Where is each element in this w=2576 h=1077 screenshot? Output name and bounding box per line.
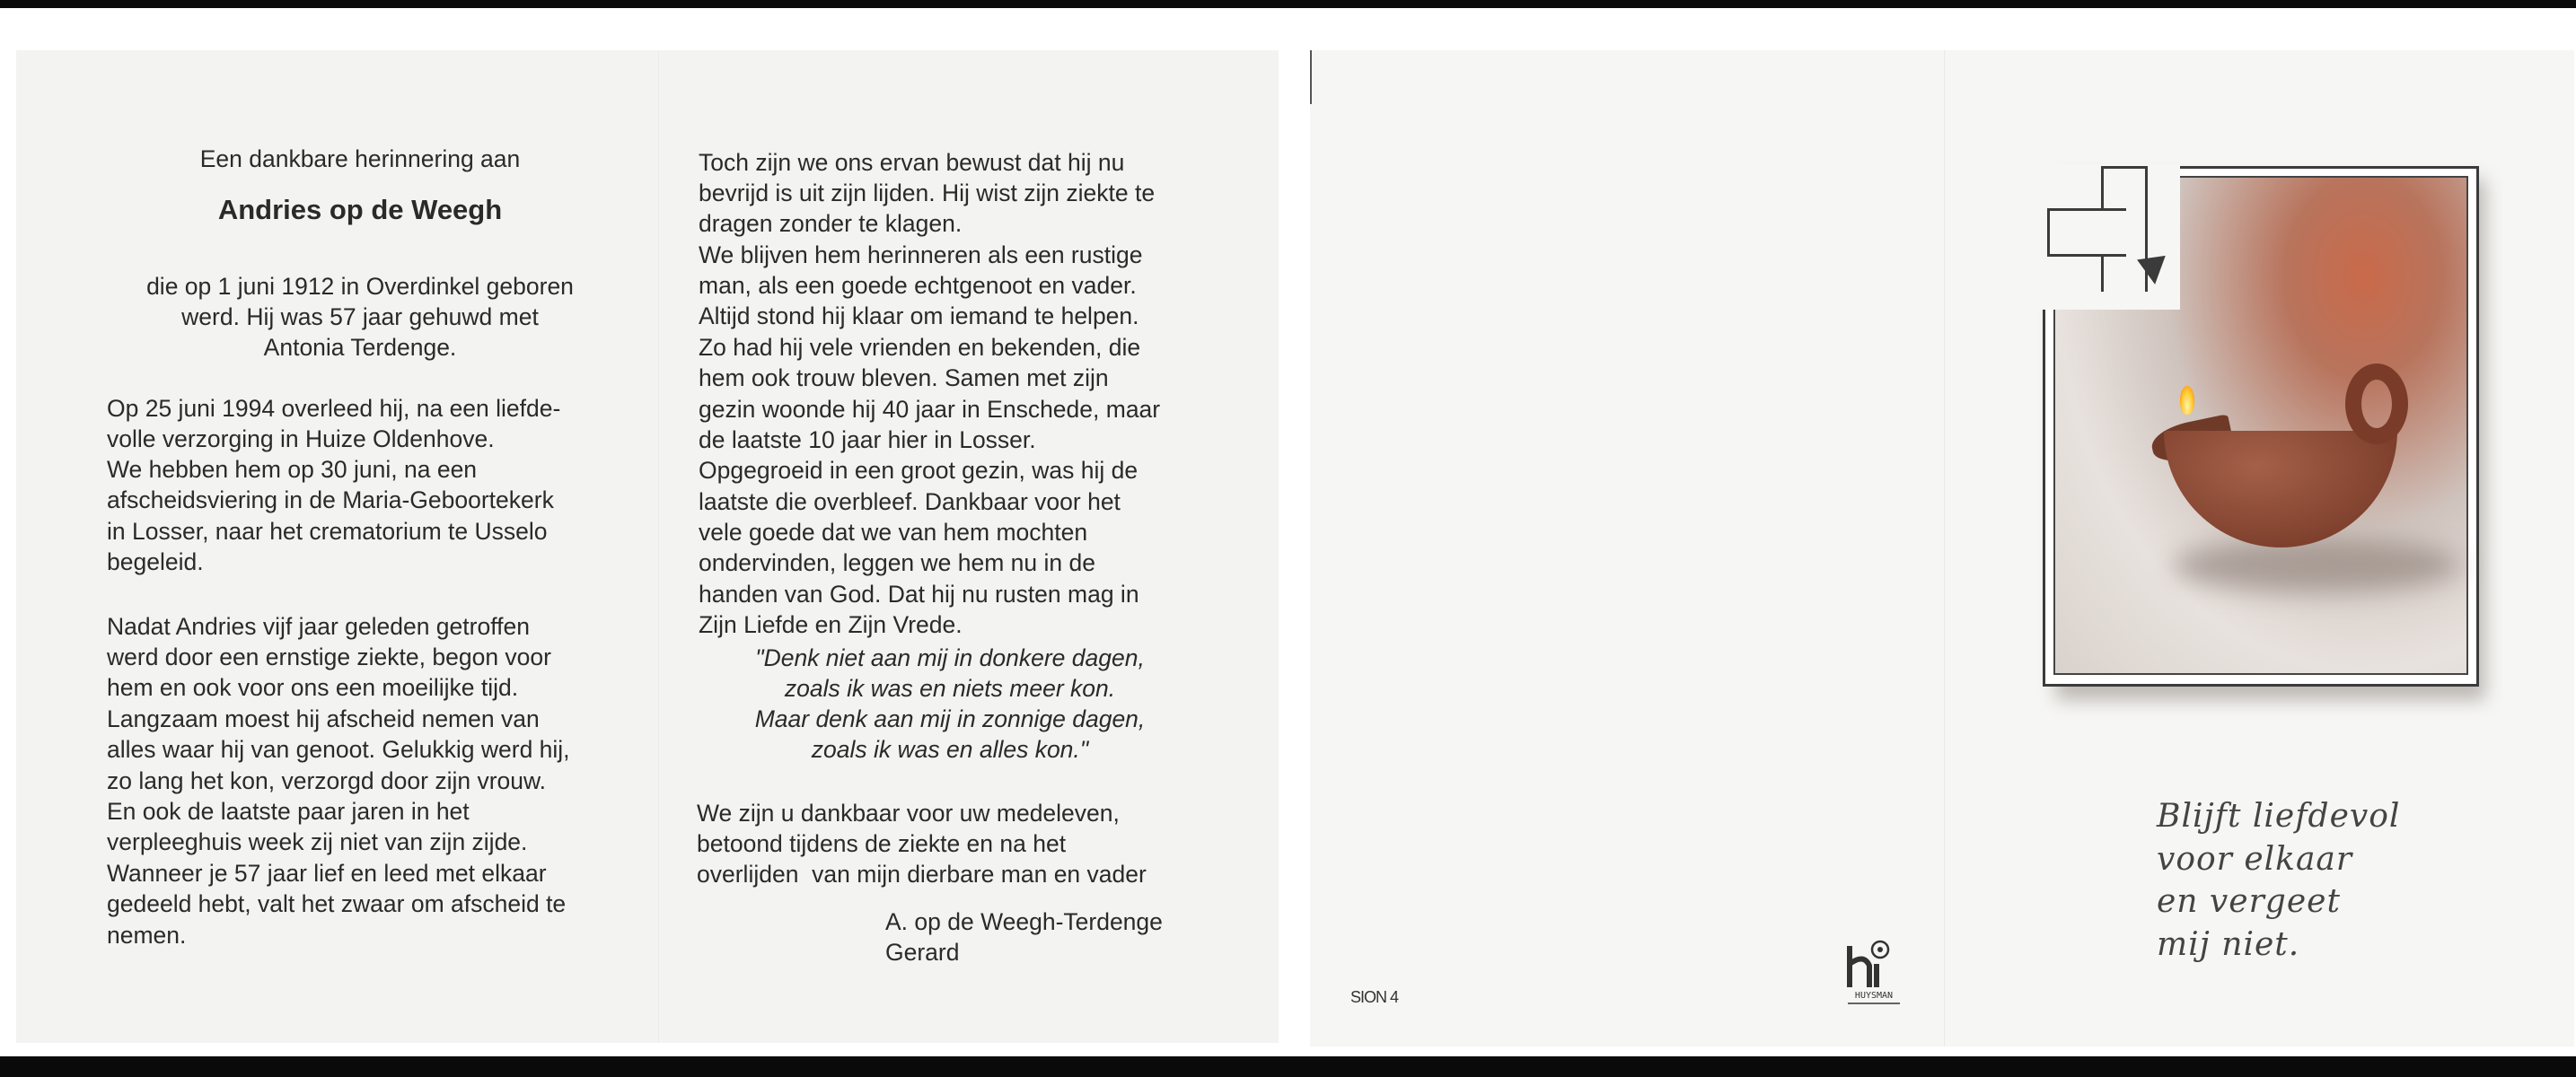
card-code: SION 4 (1350, 988, 1399, 1006)
signature-line-2: Gerard (885, 939, 960, 966)
flame-icon (2180, 386, 2194, 415)
para2-line-9: Wanneer je 57 jaar lief en leed met elkaar (107, 860, 547, 887)
mid-line-2: bevrijd is uit zijn lijden. Hij wist zijn ziekte te (699, 180, 1156, 206)
mid-line-1: Toch zijn we ons ervan bewust dat hij nu (699, 149, 1125, 176)
card-fold-line-right (1944, 50, 1946, 1046)
poem-line-3: en vergeet (2157, 883, 2341, 920)
logo-text: HUYSMAN (1854, 991, 1894, 1001)
mid-line-8: hem ook trouw bleven. Samen met zijn (699, 364, 1109, 391)
cross-horizontal-icon (2047, 208, 2126, 257)
thanks-line-3: overlijden van mijn dierbare man en vader (697, 861, 1147, 888)
poem-line-4: mij niet. (2157, 926, 2300, 963)
mid-line-14: ondervinden, leggen we hem nu in de (699, 549, 1095, 576)
para2-line-3: hem en ook voor ons een moeilijke tijd. (107, 674, 519, 701)
poem-line-1: Blijft liefdevol (2157, 798, 2401, 835)
mid-line-13: vele goede dat we van hem mochten (699, 519, 1088, 546)
signature-line-1: A. op de Weegh-Terdenge (885, 908, 1163, 935)
para2-line-7: En ook de laatste paar jaren in het (107, 798, 470, 825)
para1-line-4: afscheidsviering in de Maria-Geboortekerk (107, 486, 554, 513)
para1-line-1: Op 25 juni 1994 overleed hij, na een liefde- (107, 395, 561, 422)
para2-line-2: werd door een ernstige ziekte, begon voor (107, 644, 551, 670)
mid-line-9: gezin woonde hij 40 jaar in Enschede, maar (699, 396, 1161, 423)
para1-line-6: begeleid. (107, 548, 204, 575)
mid-line-15: handen van God. Dat hij nu rusten mag in (699, 581, 1139, 608)
mid-line-4: We blijven hem herinneren als een rustige (699, 241, 1143, 268)
heading: Een dankbare herinnering aan (199, 145, 521, 172)
deceased-name: Andries op de Weegh (217, 194, 503, 225)
mid-line-7: Zo had hij vele vrienden en bekenden, die (699, 334, 1141, 361)
para2-line-1: Nadat Andries vijf jaar geleden getroffen (107, 613, 530, 640)
para1-line-5: in Losser, naar het crematorium te Usselo (107, 518, 548, 545)
para2-line-5: alles waar hij van genoot. Gelukkig werd hij, (107, 736, 570, 763)
scan-top-border (0, 0, 2576, 8)
quote-line-4: zoals ik was en alles kon." (811, 736, 1089, 763)
mid-line-5: man, als een goede echtgenoot en vader. (699, 272, 1137, 299)
card-edge-mark (1310, 50, 1312, 104)
para2-line-10: gedeeld hebt, valt het zwaar om afscheid te (107, 890, 567, 917)
mid-line-11: Opgegroeid in een groot gezin, was hij de (699, 457, 1139, 484)
mid-line-10: de laatste 10 jaar hier in Losser. (699, 426, 1036, 453)
mid-line-6: Altijd stond hij klaar om iemand te helpen. (699, 302, 1139, 329)
huysman-logo-icon (1844, 937, 1903, 1009)
mid-line-12: laatste die overbleef. Dankbaar voor het (699, 488, 1121, 515)
lamp-handle (2345, 363, 2408, 444)
quote-line-2: zoals ik was en niets meer kon. (784, 675, 1116, 702)
birth-line-1: die op 1 juni 1912 in Overdinkel geboren (146, 273, 574, 300)
para2-line-11: nemen. (107, 922, 187, 949)
quote-line-3: Maar denk aan mij in zonnige dagen, (754, 705, 1146, 732)
birth-line-2: werd. Hij was 57 jaar gehuwd met (181, 303, 539, 330)
mid-line-16: Zijn Liefde en Zijn Vrede. (699, 611, 963, 638)
triangle-icon (2137, 256, 2169, 286)
para1-line-2: volle verzorging in Huize Oldenhove. (107, 425, 495, 452)
card-fold-line (658, 50, 660, 1043)
para2-line-4: Langzaam moest hij afscheid nemen van (107, 705, 540, 732)
scan-bottom-border (0, 1056, 2576, 1077)
mid-line-3: dragen zonder te klagen. (699, 210, 963, 237)
para2-line-8: verpleeghuis week zij niet van zijn zijde. (107, 828, 528, 855)
thanks-line-2: betoond tijdens de ziekte en na het (697, 830, 1067, 857)
para2-line-6: zo lang het kon, verzorgd door zijn vrouw. (107, 767, 547, 794)
lamp-shadow (2173, 538, 2460, 592)
poem-line-2: voor elkaar (2157, 841, 2353, 878)
para1-line-3: We hebben hem op 30 juni, na een (107, 456, 478, 483)
thanks-line-1: We zijn u dankbaar voor uw medeleven, (697, 800, 1120, 827)
birth-line-3: Antonia Terdenge. (263, 334, 457, 361)
quote-line-1: "Denk niet aan mij in donkere dagen, (755, 644, 1145, 671)
